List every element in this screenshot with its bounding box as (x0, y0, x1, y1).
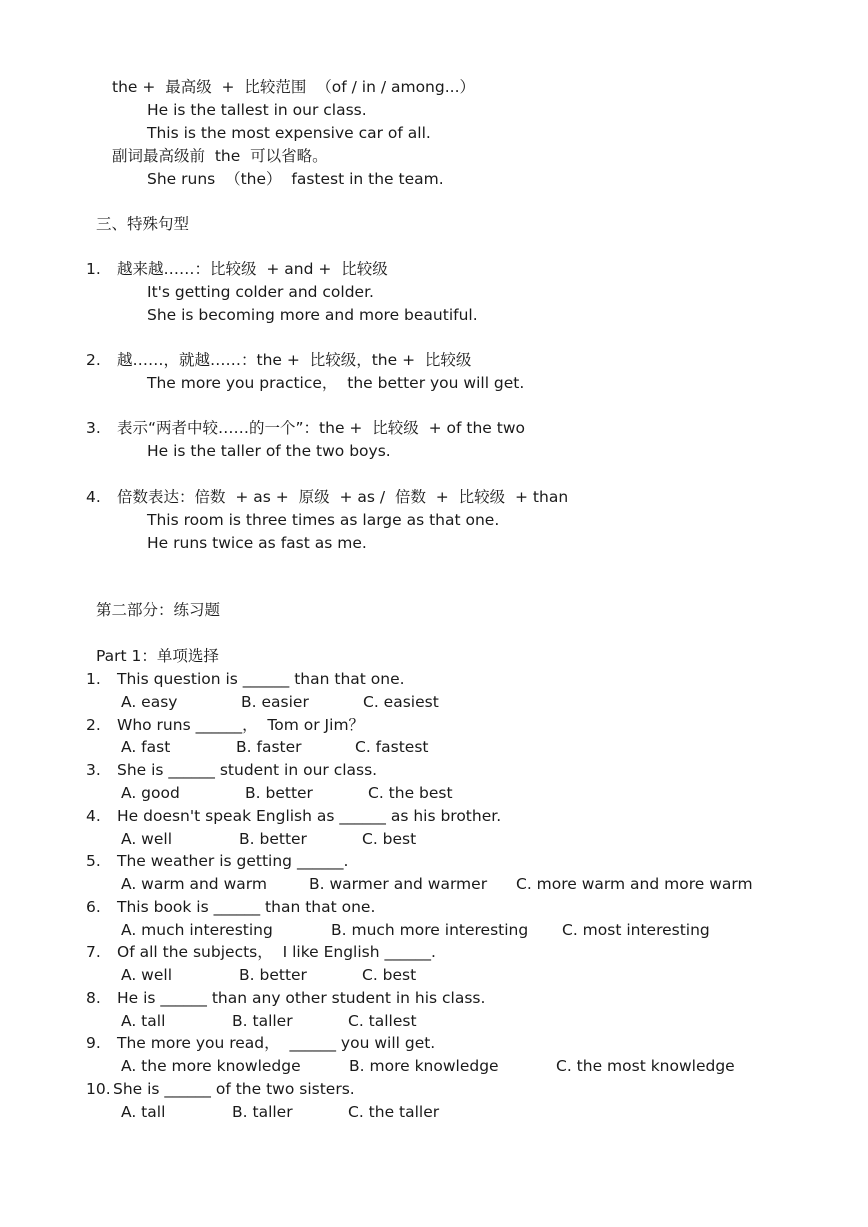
question-2-number: 2. (86, 716, 101, 734)
pattern-4-example-2: He runs twice as fast as me. (147, 534, 367, 552)
pattern-2-rule: 越……，就越……：the + 比较级，the + 比较级 (117, 351, 472, 369)
question-9-option-b[interactable]: B. more knowledge (349, 1057, 499, 1075)
question-3-option-b[interactable]: B. better (245, 784, 313, 802)
question-2-option-b[interactable]: B. faster (236, 738, 302, 756)
question-5-option-c[interactable]: C. more warm and more warm (516, 875, 753, 893)
adverb-superlative-rule: 副词最高级前 the 可以省略。 (112, 147, 328, 165)
question-1-option-b[interactable]: B. easier (241, 693, 309, 711)
question-3-number: 3. (86, 761, 101, 779)
question-9-option-a[interactable]: A. the more knowledge (121, 1057, 301, 1075)
superlative-example-1: He is the tallest in our class. (147, 101, 367, 119)
question-8-option-a[interactable]: A. tall (121, 1012, 166, 1030)
question-4-number: 4. (86, 807, 101, 825)
question-6-number: 6. (86, 898, 101, 916)
question-9-number: 9. (86, 1034, 101, 1052)
pattern-1-example-1: It's getting colder and colder. (147, 283, 374, 301)
question-7-text: Of all the subjects， I like English ______. (117, 943, 436, 961)
question-7-option-c[interactable]: C. best (362, 966, 417, 984)
question-8-number: 8. (86, 989, 101, 1007)
pattern-1-number: 1. (86, 260, 101, 278)
question-3-text: She is ______ student in our class. (117, 761, 378, 779)
pattern-1-rule: 越来越……：比较级 + and + 比较级 (117, 260, 388, 278)
question-4-option-a[interactable]: A. well (121, 830, 173, 848)
question-2-text: Who runs ______， Tom or Jim？ (117, 716, 365, 734)
pattern-4-number: 4. (86, 488, 101, 506)
section-3-title: 三、特殊句型 (96, 215, 190, 233)
question-2-option-a[interactable]: A. fast (121, 738, 171, 756)
pattern-3-rule: 表示“两者中较……的一个”：the + 比较级 + of the two (117, 419, 526, 437)
question-6-option-b[interactable]: B. much more interesting (331, 921, 529, 939)
question-8-text: He is ______ than any other student in his class. (117, 989, 486, 1007)
pattern-2-example-1: The more you practice， the better you will get. (147, 374, 525, 392)
pattern-2-number: 2. (86, 351, 101, 369)
question-4-option-c[interactable]: C. best (362, 830, 417, 848)
pattern-4-example-1: This room is three times as large as that one. (147, 511, 500, 529)
question-1-number: 1. (86, 670, 101, 688)
question-6-text: This book is ______ than that one. (117, 898, 376, 916)
question-2-option-c[interactable]: C. fastest (355, 738, 429, 756)
question-1-text: This question is ______ than that one. (117, 670, 405, 688)
question-10-option-c[interactable]: C. the taller (348, 1103, 440, 1121)
question-4-text: He doesn't speak English as ______ as his brother. (117, 807, 502, 825)
question-1-option-c[interactable]: C. easiest (363, 693, 439, 711)
question-8-option-c[interactable]: C. tallest (348, 1012, 417, 1030)
question-7-number: 7. (86, 943, 101, 961)
question-5-text: The weather is getting ______. (117, 852, 349, 870)
question-9-option-c[interactable]: C. the most knowledge (556, 1057, 735, 1075)
pattern-3-example-1: He is the taller of the two boys. (147, 442, 391, 460)
superlative-example-2: This is the most expensive car of all. (147, 124, 431, 142)
question-5-option-b[interactable]: B. warmer and warmer (309, 875, 488, 893)
question-4-option-b[interactable]: B. better (239, 830, 307, 848)
question-1-option-a[interactable]: A. easy (121, 693, 178, 711)
question-10-number: 10. (86, 1080, 111, 1098)
part-2-title: 第二部分：练习题 (96, 601, 221, 619)
question-5-number: 5. (86, 852, 101, 870)
question-10-option-b[interactable]: B. taller (232, 1103, 293, 1121)
question-7-option-a[interactable]: A. well (121, 966, 173, 984)
question-10-option-a[interactable]: A. tall (121, 1103, 166, 1121)
question-7-option-b[interactable]: B. better (239, 966, 307, 984)
pattern-1-example-2: She is becoming more and more beautiful. (147, 306, 478, 324)
pattern-4-rule: 倍数表达：倍数 + as + 原级 + as / 倍数 + 比较级 + than (117, 488, 569, 506)
question-5-option-a[interactable]: A. warm and warm (121, 875, 267, 893)
pattern-3-number: 3. (86, 419, 101, 437)
question-6-option-c[interactable]: C. most interesting (562, 921, 710, 939)
question-6-option-a[interactable]: A. much interesting (121, 921, 273, 939)
question-10-text: She is ______ of the two sisters. (113, 1080, 355, 1098)
question-8-option-b[interactable]: B. taller (232, 1012, 293, 1030)
question-3-option-a[interactable]: A. good (121, 784, 180, 802)
question-3-option-c[interactable]: C. the best (368, 784, 453, 802)
superlative-rule: the + 最高级 + 比较范围 （of / in / among...） (112, 78, 476, 96)
question-9-text: The more you read， ______ you will get. (117, 1034, 436, 1052)
adverb-superlative-example: She runs （the） fastest in the team. (147, 170, 444, 188)
part-1-title: Part 1：单项选择 (96, 647, 219, 665)
